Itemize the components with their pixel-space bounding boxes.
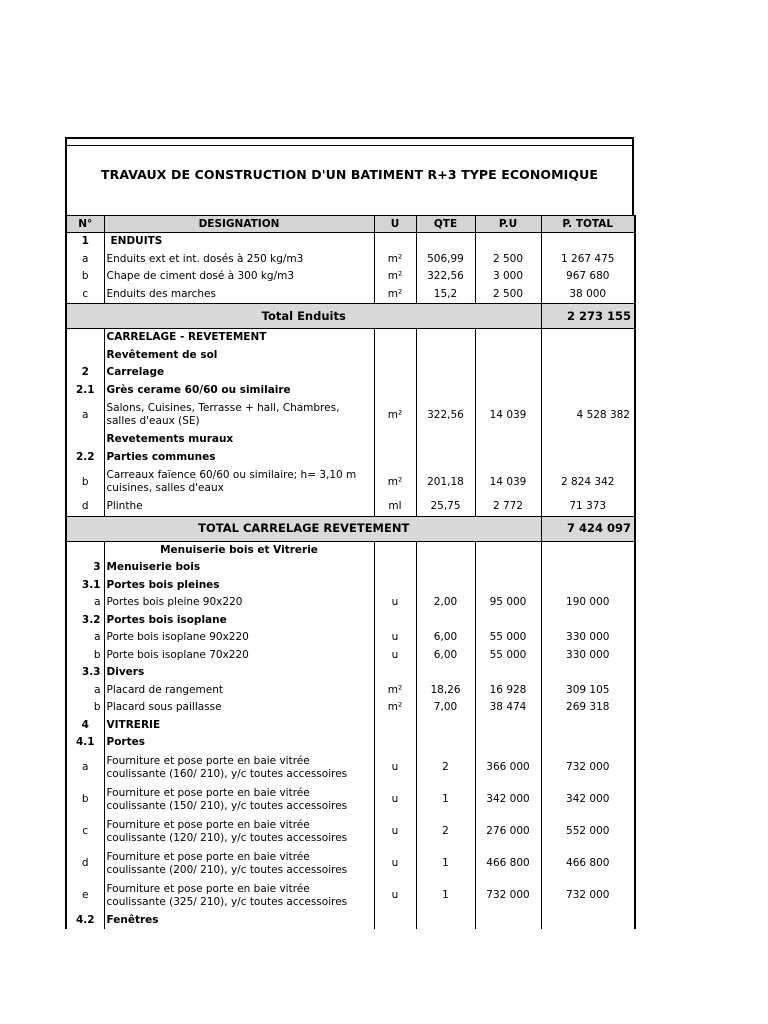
row-qte: 322,56 [416,399,475,431]
row-unit: u [374,816,416,848]
header-unit: U [374,216,416,233]
section-number: 3 [66,559,104,577]
title-box [65,137,634,215]
section-number: 1 [66,233,104,251]
row-qte: 1 [416,880,475,912]
subsection-title: Portes [104,734,374,752]
row-qte: 1 [416,848,475,880]
section-title: Menuiserie bois [104,559,374,577]
row-qte: 322,56 [416,268,475,286]
row-total: 330 000 [541,629,635,647]
subsection-number: 3.1 [66,577,104,595]
row-qte: 15,2 [416,286,475,304]
row-designation: Chape de ciment dosé à 300 kg/m3 [104,268,374,286]
row-qte: 2,00 [416,594,475,612]
row-unit: m² [374,466,416,498]
row-unit: u [374,880,416,912]
row-qte: 25,75 [416,498,475,516]
table-row [66,848,635,880]
row-total: 967 680 [541,268,635,286]
row-pu: 2 500 [475,251,541,269]
subsection-row [66,577,635,595]
table-row [66,880,635,912]
row-no: d [66,498,104,516]
subsection-title: Revêtement de sol [104,347,374,365]
row-no: c [66,816,104,848]
row-total: 330 000 [541,647,635,665]
header-designation: DESIGNATION [104,216,374,233]
header-no: N° [66,216,104,233]
section-heading-row [66,541,635,559]
row-no: a [66,752,104,784]
row-unit: m² [374,251,416,269]
table-row [66,699,635,717]
row-total: 342 000 [541,784,635,816]
table-row [66,498,635,516]
row-designation: Enduits des marches [104,286,374,304]
row-pu: 16 928 [475,682,541,700]
subsection-title: Grès cerame 60/60 ou similaire [104,382,374,400]
row-no: a [66,251,104,269]
row-no: a [66,682,104,700]
section-row [66,559,635,577]
subsection-row [66,664,635,682]
row-total: 269 318 [541,699,635,717]
row-pu: 38 474 [475,699,541,717]
row-designation: Placard de rangement [104,682,374,700]
table-row [66,682,635,700]
subsection-title: Portes bois pleines [104,577,374,595]
row-unit: u [374,647,416,665]
row-total: 309 105 [541,682,635,700]
table-row [66,399,635,431]
row-designation: Placard sous paillasse [104,699,374,717]
table-header-row [66,216,635,233]
document-title: TRAVAUX DE CONSTRUCTION D'UN BATIMENT R+3 TYPE ECONOMIQUE [100,167,599,182]
table-row [66,752,635,784]
total-label: TOTAL CARRELAGE REVETEMENT [66,516,541,541]
row-unit: ml [374,498,416,516]
row-pu: 14 039 [475,466,541,498]
table-row [66,594,635,612]
row-no: b [66,647,104,665]
row-total: 466 800 [541,848,635,880]
table-row [66,629,635,647]
table-row [66,466,635,498]
subsection-number: 2.2 [66,449,104,467]
row-designation: Fourniture et pose porte en baie vitrée coulissante (200/ 210), y/c toutes accessoires [104,848,374,880]
section-row [66,717,635,735]
row-total: 190 000 [541,594,635,612]
total-row [66,304,635,329]
row-qte: 506,99 [416,251,475,269]
row-no: c [66,286,104,304]
section-number: 4 [66,717,104,735]
row-pu: 2 500 [475,286,541,304]
row-pu: 2 772 [475,498,541,516]
row-pu: 14 039 [475,399,541,431]
total-value: 7 424 097 [541,516,635,541]
table-row [66,286,635,304]
header-total: P. TOTAL [541,216,635,233]
row-total: 1 267 475 [541,251,635,269]
row-pu: 366 000 [475,752,541,784]
row-qte: 6,00 [416,629,475,647]
row-total: 732 000 [541,752,635,784]
subsection-row [66,449,635,467]
total-value: 2 273 155 [541,304,635,329]
row-qte: 1 [416,784,475,816]
section-title: VITRERIE [104,717,374,735]
row-no: a [66,629,104,647]
section-row [66,233,635,251]
row-designation: Plinthe [104,498,374,516]
row-designation: Porte bois isoplane 70x220 [104,647,374,665]
row-unit: m² [374,399,416,431]
section-number: 2 [66,364,104,382]
row-designation: Fourniture et pose porte en baie vitrée coulissante (160/ 210), y/c toutes accessoires [104,752,374,784]
row-pu: 55 000 [475,629,541,647]
subsection-number: 3.3 [66,664,104,682]
subsection-row [66,912,635,930]
row-designation: Fourniture et pose porte en baie vitrée coulissante (325/ 210), y/c toutes accessoires [104,880,374,912]
table-row [66,816,635,848]
section-heading: Menuiserie bois et Vitrerie [104,541,374,559]
row-pu: 276 000 [475,816,541,848]
row-unit: u [374,752,416,784]
row-pu: 732 000 [475,880,541,912]
subsection-row [66,347,635,365]
row-qte: 6,00 [416,647,475,665]
row-designation: Porte bois isoplane 90x220 [104,629,374,647]
row-unit: m² [374,682,416,700]
row-total: 38 000 [541,286,635,304]
row-qte: 2 [416,816,475,848]
table-row [66,251,635,269]
row-no: e [66,880,104,912]
row-unit: m² [374,699,416,717]
row-no: a [66,594,104,612]
row-no: b [66,466,104,498]
row-pu: 95 000 [475,594,541,612]
subsection-row [66,382,635,400]
subsection-number: 3.2 [66,612,104,630]
subsection-number: 4.1 [66,734,104,752]
subsection-title: Portes bois isoplane [104,612,374,630]
row-qte: 7,00 [416,699,475,717]
subsection-row [66,431,635,449]
row-pu: 3 000 [475,268,541,286]
row-no: b [66,699,104,717]
section-title: Carrelage [104,364,374,382]
row-total: 552 000 [541,816,635,848]
row-designation: Fourniture et pose porte en baie vitrée coulissante (150/ 210), y/c toutes accessoires [104,784,374,816]
row-designation: Salons, Cuisines, Terrasse + hall, Chambres, salles d'eaux (SE) [104,399,374,431]
section-row [66,364,635,382]
table-row [66,784,635,816]
estimate-table [65,215,636,929]
row-pu: 55 000 [475,647,541,665]
row-qte: 201,18 [416,466,475,498]
subsection-number: 4.2 [66,912,104,930]
row-pu: 342 000 [475,784,541,816]
total-label: Total Enduits [66,304,541,329]
subsection-title: Parties communes [104,449,374,467]
row-unit: u [374,594,416,612]
subsection-title: Fenêtres [104,912,374,930]
row-no: a [66,399,104,431]
row-qte: 2 [416,752,475,784]
row-unit: u [374,629,416,647]
section-title: ENDUITS [104,233,374,251]
subsection-title: Divers [104,664,374,682]
row-total: 732 000 [541,880,635,912]
subsection-row [66,734,635,752]
table-row [66,647,635,665]
section-row [66,329,635,347]
row-unit: m² [374,268,416,286]
row-no: b [66,784,104,816]
row-designation: Carreaux faïence 60/60 ou similaire; h= 3,10 m cuisines, salles d'eaux [104,466,374,498]
subsection-row [66,612,635,630]
document-sheet [65,137,634,929]
row-no: d [66,848,104,880]
subsection-number: 2.1 [66,382,104,400]
section-title: CARRELAGE - REVETEMENT [104,329,374,347]
row-unit: m² [374,286,416,304]
row-total: 4 528 382 [541,399,635,431]
header-qte: QTE [416,216,475,233]
row-qte: 18,26 [416,682,475,700]
total-row [66,516,635,541]
row-designation: Fourniture et pose porte en baie vitrée coulissante (120/ 210), y/c toutes accessoires [104,816,374,848]
header-pu: P.U [475,216,541,233]
row-total: 71 373 [541,498,635,516]
row-designation: Enduits ext et int. dosés à 250 kg/m3 [104,251,374,269]
row-designation: Portes bois pleine 90x220 [104,594,374,612]
row-unit: u [374,848,416,880]
table-row [66,268,635,286]
row-unit: u [374,784,416,816]
subsection-title: Revetements muraux [104,431,374,449]
row-no: b [66,268,104,286]
row-pu: 466 800 [475,848,541,880]
row-total: 2 824 342 [541,466,635,498]
